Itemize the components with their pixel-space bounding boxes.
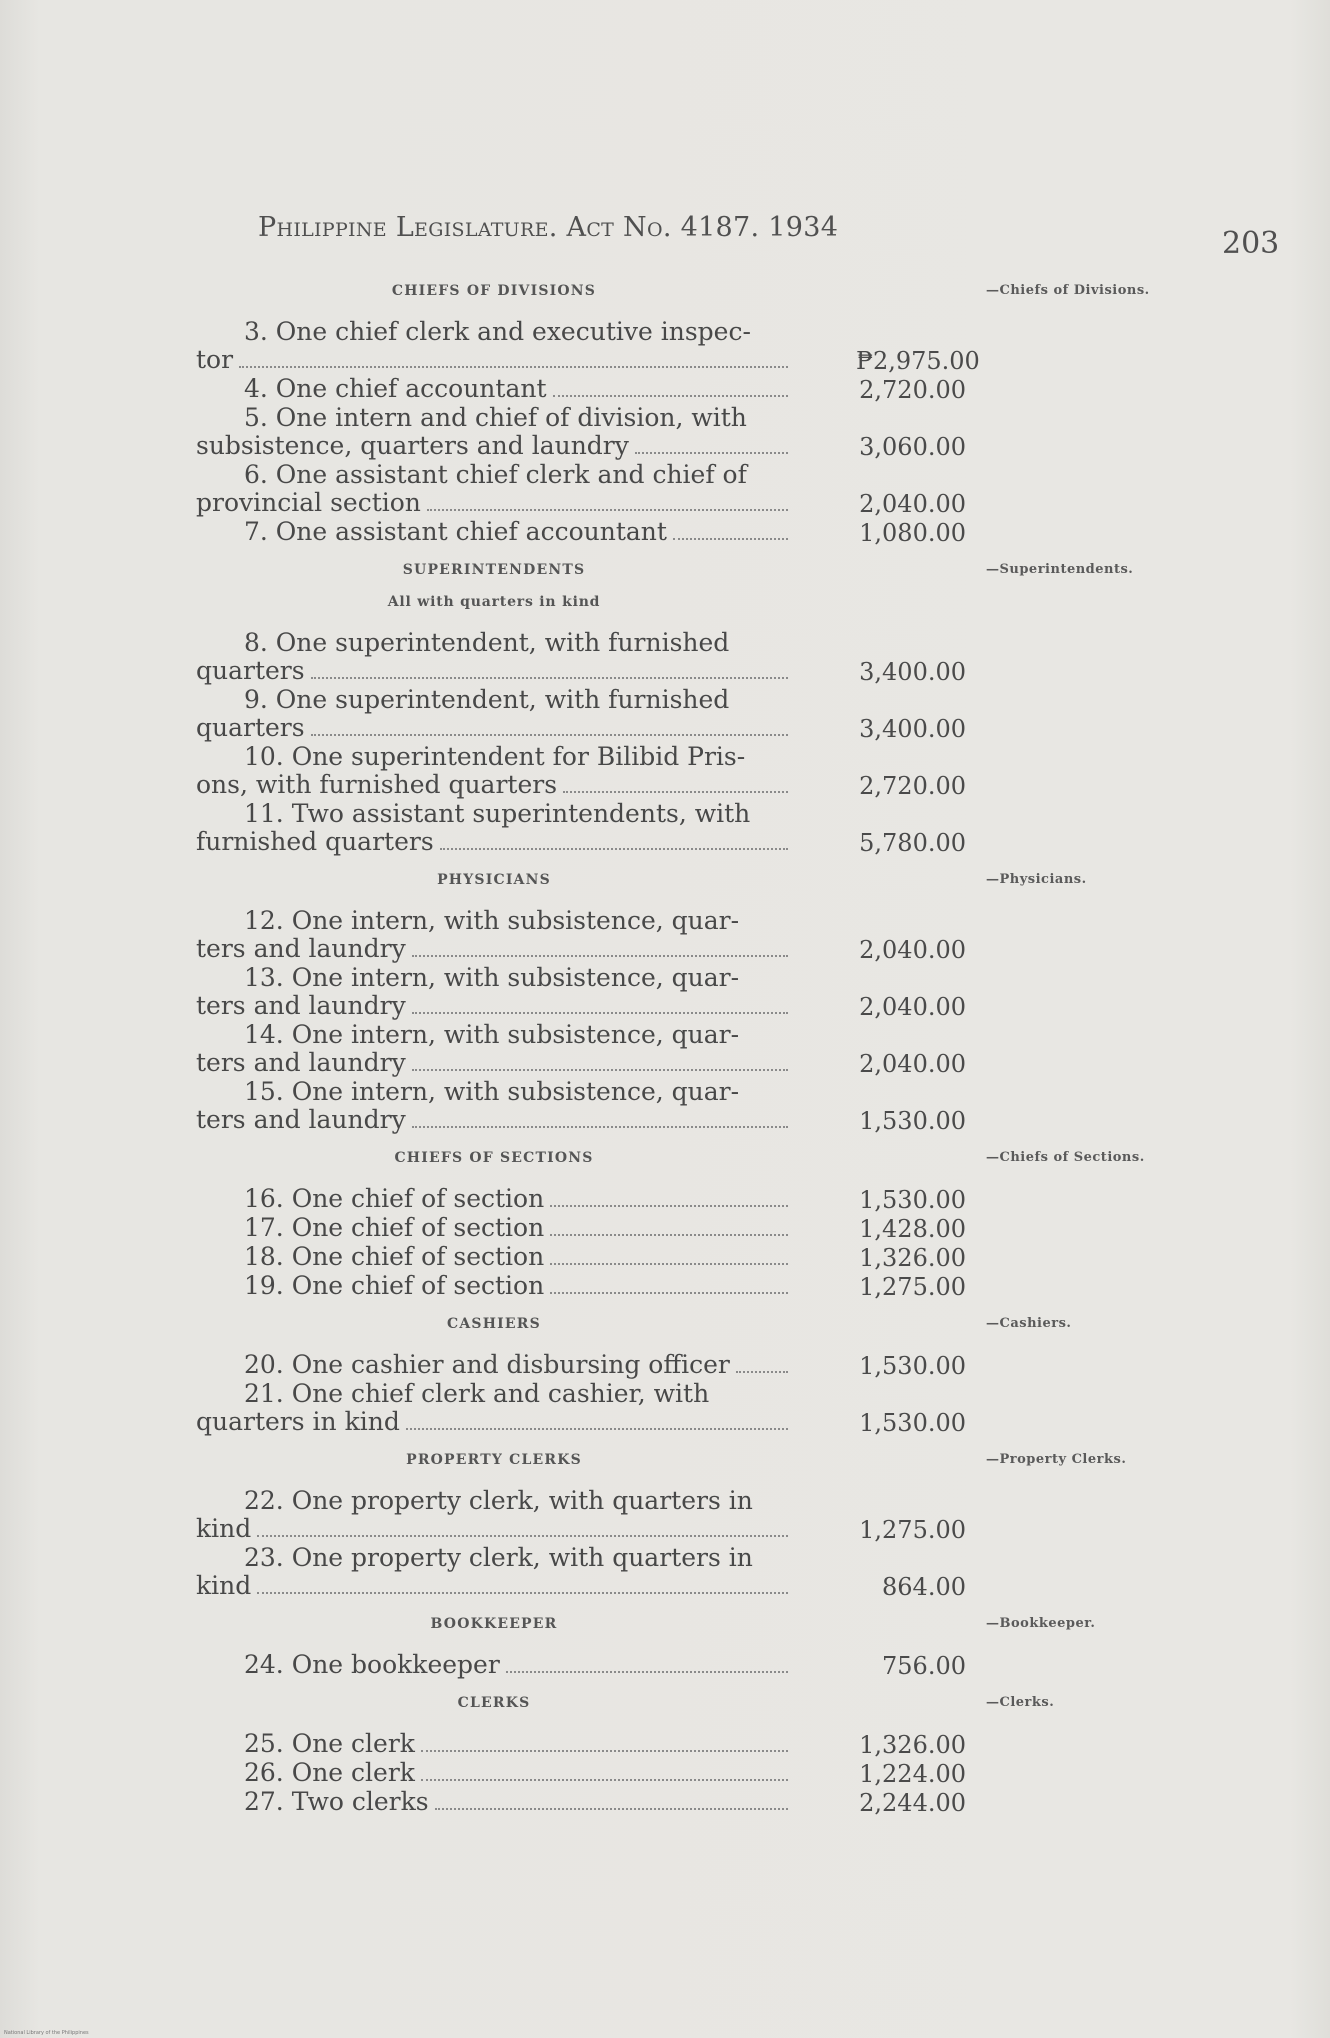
item-amount: 1,428.00 <box>859 1215 966 1243</box>
item-description <box>196 518 792 547</box>
item-amount: 3,400.00 <box>859 715 966 743</box>
item-amount: 1,530.00 <box>859 1409 966 1437</box>
item-description <box>196 907 792 964</box>
item-last-line: 24. One bookkeeper <box>244 1650 500 1679</box>
item-description <box>196 375 792 404</box>
dot-leader <box>406 1428 788 1430</box>
appropriation-item <box>196 800 996 857</box>
item-amount: ₱2,975.00 <box>856 347 980 375</box>
item-last-line: subsistence, quarters and laundry <box>196 431 629 460</box>
item-amount: 1,530.00 <box>859 1186 966 1214</box>
item-first-line: 3. One chief clerk and executive inspec- <box>244 317 751 346</box>
item-description <box>196 1651 792 1680</box>
item-last-line: ons, with furnished quarters <box>196 770 558 799</box>
item-last-line: 16. One chief of section <box>244 1184 545 1213</box>
margin-note: —Chiefs of Sections. <box>986 1150 1145 1165</box>
item-amount: 2,040.00 <box>859 993 966 1021</box>
item-last-line: 27. Two clerks <box>244 1787 429 1816</box>
appropriation-item <box>196 1487 996 1544</box>
appropriation-item <box>196 375 996 404</box>
item-last-line: 20. One cashier and disbursing officer <box>244 1350 730 1379</box>
dot-leader <box>435 1808 788 1810</box>
item-last-line: ters and laundry <box>196 934 406 963</box>
dot-leader <box>553 395 789 397</box>
section-heading-text: SUPERINTENDENTS <box>402 562 586 578</box>
appropriation-item <box>196 1021 996 1078</box>
item-last-line: provincial section <box>196 488 421 517</box>
item-first-line: 13. One intern, with subsistence, quar- <box>244 963 740 992</box>
item-first-line: 6. One assistant chief clerk and chief of <box>244 460 747 489</box>
section-heading <box>196 557 1134 583</box>
appropriation-item <box>196 1380 996 1437</box>
item-description <box>196 1185 792 1214</box>
section-heading <box>196 867 1087 893</box>
item-description <box>196 800 792 857</box>
item-description <box>196 1788 792 1817</box>
appropriation-item <box>196 629 996 686</box>
section-heading-text: CLERKS <box>457 1695 531 1711</box>
item-last-line: 4. One chief accountant <box>244 374 547 403</box>
item-first-line: 11. Two assistant superintendents, with <box>244 799 751 828</box>
item-amount: 2,040.00 <box>859 490 966 518</box>
section-heading-text: CASHIERS <box>447 1316 541 1332</box>
dot-leader <box>673 538 788 540</box>
dot-leader <box>421 1779 788 1781</box>
item-description <box>196 686 792 743</box>
dot-leader <box>563 791 788 793</box>
item-description <box>196 1214 792 1243</box>
item-last-line: 25. One clerk <box>244 1729 415 1758</box>
item-first-line: 8. One superintendent, with furnished <box>244 628 730 657</box>
item-last-line: quarters <box>196 656 305 685</box>
item-description <box>196 964 792 1021</box>
dot-leader <box>550 1263 788 1265</box>
item-amount: 2,720.00 <box>859 376 966 404</box>
section-subheading: All with quarters in kind <box>387 594 601 610</box>
item-amount: 2,244.00 <box>859 1789 966 1817</box>
margin-note: —Physicians. <box>986 872 1087 887</box>
appropriation-item <box>196 1272 996 1301</box>
item-amount: 1,530.00 <box>859 1352 966 1380</box>
dot-leader <box>239 366 788 368</box>
item-last-line: 7. One assistant chief accountant <box>244 517 667 546</box>
item-amount: 2,040.00 <box>859 1050 966 1078</box>
dot-leader <box>412 955 788 957</box>
item-last-line: ters and laundry <box>196 1105 406 1134</box>
item-amount: 756.00 <box>882 1652 966 1680</box>
item-description <box>196 461 792 518</box>
item-last-line: ters and laundry <box>196 1048 406 1077</box>
appropriation-item <box>196 743 996 800</box>
item-first-line: 22. One property clerk, with quarters in <box>244 1486 753 1515</box>
item-amount: 1,326.00 <box>859 1244 966 1272</box>
item-amount: 3,400.00 <box>859 658 966 686</box>
section-heading <box>196 1690 1055 1716</box>
dot-leader <box>412 1126 788 1128</box>
item-description <box>196 743 792 800</box>
item-last-line: quarters <box>196 713 305 742</box>
item-description <box>196 1021 792 1078</box>
dot-leader <box>550 1234 788 1236</box>
item-description <box>196 1078 792 1135</box>
margin-note: —Chiefs of Divisions. <box>986 283 1150 298</box>
dot-leader <box>257 1535 788 1537</box>
item-description <box>196 1272 792 1301</box>
item-last-line: 18. One chief of section <box>244 1242 545 1271</box>
appropriation-item <box>196 1214 996 1243</box>
appropriation-item <box>196 404 996 461</box>
dot-leader <box>427 509 788 511</box>
item-amount: 1,326.00 <box>859 1731 966 1759</box>
item-first-line: 12. One intern, with subsistence, quar- <box>244 906 740 935</box>
section-heading <box>196 1611 1096 1637</box>
item-description <box>196 318 792 375</box>
item-description <box>196 1351 792 1380</box>
item-amount: 3,060.00 <box>859 433 966 461</box>
dot-leader <box>311 734 788 736</box>
item-last-line: kind <box>196 1514 252 1543</box>
dot-leader <box>311 677 788 679</box>
dot-leader <box>736 1371 788 1373</box>
section-heading-text: CHIEFS OF DIVISIONS <box>391 283 597 299</box>
section-heading <box>196 1311 1072 1337</box>
section-heading-text: PHYSICIANS <box>437 872 551 888</box>
section-heading <box>196 1145 1145 1171</box>
dot-leader <box>635 452 788 454</box>
section-heading-text: CHIEFS OF SECTIONS <box>394 1150 594 1166</box>
item-description <box>196 1759 792 1788</box>
margin-note: —Clerks. <box>986 1695 1055 1710</box>
item-last-line: 26. One clerk <box>244 1758 415 1787</box>
item-first-line: 21. One chief clerk and cashier, with <box>244 1379 710 1408</box>
item-first-line: 10. One superintendent for Bilibid Pris- <box>244 742 746 771</box>
dot-leader <box>412 1012 788 1014</box>
dot-leader <box>421 1750 788 1752</box>
item-first-line: 15. One intern, with subsistence, quar- <box>244 1077 740 1106</box>
dot-leader <box>550 1292 788 1294</box>
appropriation-item <box>196 1243 996 1272</box>
dot-leader <box>550 1205 788 1207</box>
item-amount: 5,780.00 <box>859 829 966 857</box>
item-last-line: 19. One chief of section <box>244 1271 545 1300</box>
margin-note: —Property Clerks. <box>986 1452 1127 1467</box>
item-amount: 2,720.00 <box>859 772 966 800</box>
item-first-line: 23. One property clerk, with quarters in <box>244 1543 753 1572</box>
item-last-line: kind <box>196 1571 252 1600</box>
section-heading-text: BOOKKEEPER <box>430 1616 558 1632</box>
appropriation-item <box>196 518 996 547</box>
item-last-line: furnished quarters <box>196 827 434 856</box>
item-last-line: tor <box>196 345 234 374</box>
margin-note: —Cashiers. <box>986 1316 1072 1331</box>
margin-note: —Bookkeeper. <box>986 1616 1096 1631</box>
appropriation-item <box>196 1078 996 1135</box>
item-first-line: 9. One superintendent, with furnished <box>244 685 730 714</box>
appropriation-item <box>196 1351 996 1380</box>
appropriation-item <box>196 907 996 964</box>
item-description <box>196 1544 792 1601</box>
appropriation-list <box>196 278 1150 1817</box>
item-description <box>196 1487 792 1544</box>
appropriation-item <box>196 1759 996 1788</box>
item-first-line: 14. One intern, with subsistence, quar- <box>244 1020 740 1049</box>
item-description <box>196 629 792 686</box>
item-amount: 1,275.00 <box>859 1273 966 1301</box>
page-number: 203 <box>1222 226 1280 261</box>
item-amount: 1,224.00 <box>859 1760 966 1788</box>
item-amount: 1,080.00 <box>859 519 966 547</box>
item-description <box>196 404 792 461</box>
appropriation-item <box>196 461 996 518</box>
item-last-line: quarters in kind <box>196 1407 400 1436</box>
appropriation-item <box>196 1651 996 1680</box>
item-amount: 1,275.00 <box>859 1516 966 1544</box>
item-amount: 1,530.00 <box>859 1107 966 1135</box>
dot-leader <box>440 848 788 850</box>
section-heading <box>196 1447 1127 1473</box>
margin-note: —Superintendents. <box>986 562 1134 577</box>
item-amount: 2,040.00 <box>859 936 966 964</box>
item-description <box>196 1243 792 1272</box>
footer-caption: National Library of the Philippines <box>4 2030 89 2036</box>
appropriation-item <box>196 1788 996 1817</box>
appropriation-item <box>196 1730 996 1759</box>
dot-leader <box>412 1069 788 1071</box>
dot-leader <box>257 1592 788 1594</box>
dot-leader <box>506 1671 788 1673</box>
item-amount: 864.00 <box>882 1573 966 1601</box>
item-first-line: 5. One intern and chief of division, with <box>244 403 747 432</box>
item-description <box>196 1730 792 1759</box>
appropriation-item <box>196 1544 996 1601</box>
appropriation-item <box>196 318 996 375</box>
item-last-line: 17. One chief of section <box>244 1213 545 1242</box>
appropriation-item <box>196 964 996 1021</box>
appropriation-item <box>196 1185 996 1214</box>
appropriation-item <box>196 686 996 743</box>
item-description <box>196 1380 792 1437</box>
item-last-line: ters and laundry <box>196 991 406 1020</box>
running-head: Philippine Legislature. Act No. 4187. 1934 <box>258 212 839 243</box>
section-heading-text: PROPERTY CLERKS <box>406 1452 582 1468</box>
section-heading <box>196 278 1150 304</box>
